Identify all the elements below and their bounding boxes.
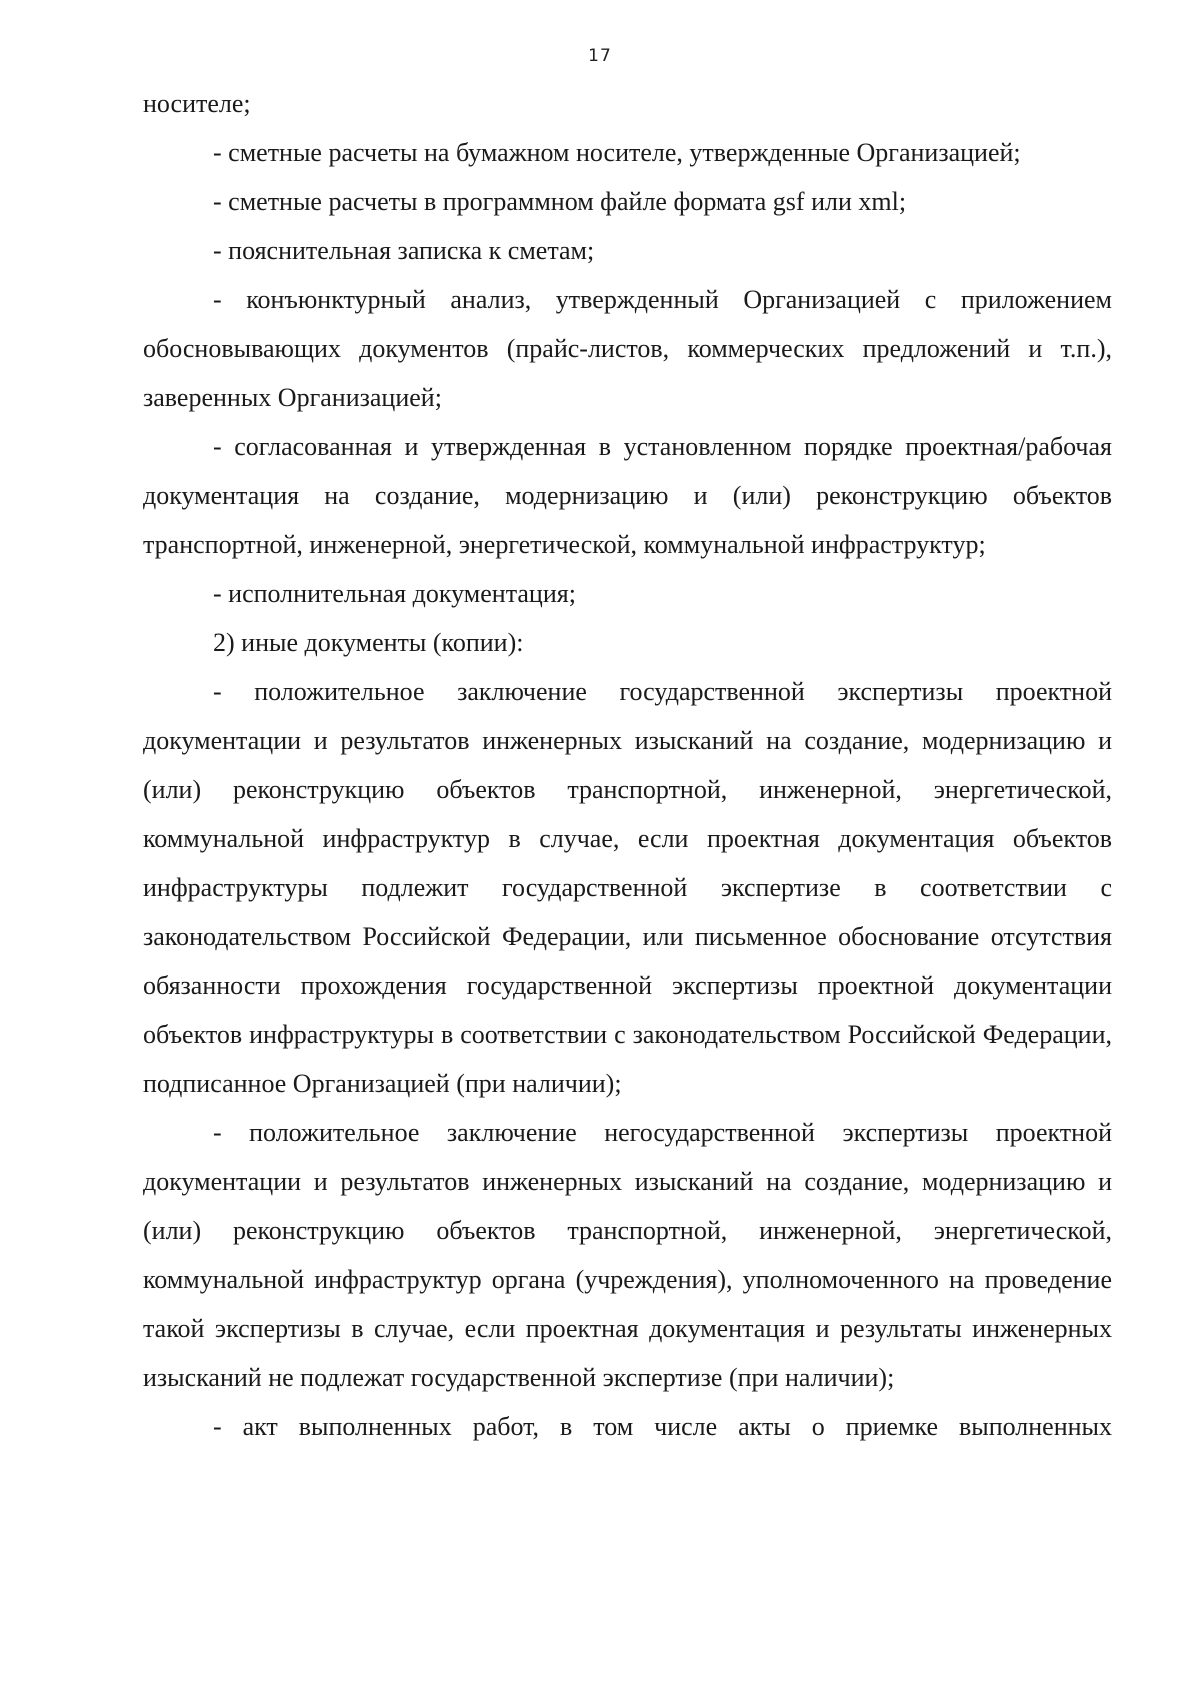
list-item-market-analysis: - конъюнктурный анализ, утвержденный Организацией с приложением обосновывающих документов (прайс-листов, коммерческих предложений и т.п.), заверенных Организацией; [143,285,1112,412]
page-number: 17 [588,46,612,66]
list-item-estimates-file: - сметные расчеты в программном файле формата gsf или xml; [213,187,907,216]
list-item-nonstate-expertise: - положительное заключение негосударственной экспертизы проектной документации и результатов инженерных изысканий на создание, модернизацию и (или) реконструкцию объектов транспортной, инженерной, энергетической, коммунальной инфраструктур органа (учреждения), уполномоченного на проведение такой экспертизы в случае, если проектная документация и результаты инженерных изысканий не подлежат государственной экспертизе (при наличии); [143,1118,1112,1392]
list-item-design-documentation: - согласованная и утвержденная в установленном порядке проектная/рабочая документация на создание, модернизацию и (или) реконструкцию объектов транспортной, инженерной, энергетической, коммунальной инфраструктур; [143,432,1112,559]
section-heading-other-documents: 2) иные документы (копии): [213,628,524,657]
document-body [143,79,1112,1451]
paragraph-continuation: носителе; [143,89,251,118]
list-item-acceptance-act: - акт выполненных работ, в том числе акты о приемке выполненных [213,1412,1112,1441]
list-item-explanatory-note: - пояснительная записка к сметам; [213,236,595,265]
list-item-state-expertise: - положительное заключение государственной экспертизы проектной документации и результатов инженерных изысканий на создание, модернизацию и (или) реконструкцию объектов транспортной, инженерной, энергетической, коммунальной инфраструктур в случае, если проектная документация объектов инфраструктуры подлежит государственной экспертизе в соответствии с законодательством Российской Федерации, или письменное обоснование отсутствия обязанности прохождения государственной экспертизы проектной документации объектов инфраструктуры в соответствии с законодательством Российской Федерации, подписанное Организацией (при наличии); [143,677,1112,1098]
list-item-executive-documentation: - исполнительная документация; [213,579,576,608]
list-item-estimates-paper: - сметные расчеты на бумажном носителе, утвержденные Организацией; [213,138,1021,167]
